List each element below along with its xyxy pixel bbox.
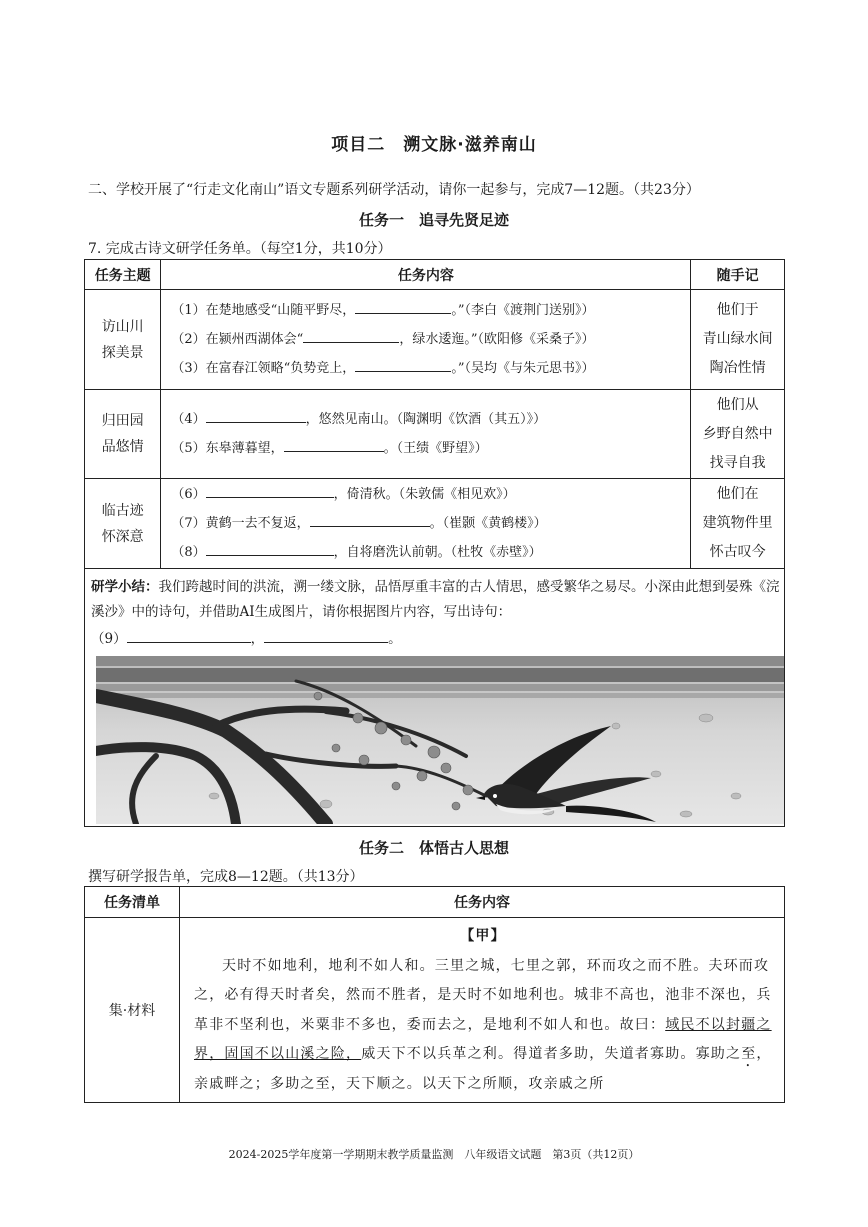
header-task-list: 任务清单 [85, 887, 180, 918]
answer-blank-7[interactable] [310, 511, 430, 527]
fill-item-4: （4） ，悠然见南山。（陶渊明《饮酒（其五）》） [171, 405, 690, 434]
fill-item-6: （6） ，倚清秋。（朱敦儒《相见欢》） [171, 480, 690, 509]
summary-body: 我们跨越时间的洪流，溯一缕文脉，品悟厚重丰富的古人情思，感受繁华之易尽。小深由此想到晏殊《浣溪沙》中的诗句，并借助AI生成图片，请你根据图片内容，写出诗句： [91, 579, 780, 620]
task2-heading: 任务二 体悟古人思想 [358, 839, 509, 857]
theme-line: 访山川 [101, 318, 144, 335]
fill-item-3: （3）在富春江领略“负势竞上， 。”（吴均《与朱元思书》） [171, 354, 690, 383]
note-line: 怀古叹今 [709, 544, 766, 560]
project-title: 项目二 溯文脉·滋养南山 [331, 135, 537, 155]
question-7: 7. 完成古诗文研学任务单。（每空1分，共10分） [88, 241, 392, 257]
row-content [161, 390, 691, 479]
row-theme [85, 290, 161, 390]
row-label: 集·材料 [85, 918, 180, 1103]
note-line: 建筑物件里 [702, 515, 773, 531]
note-line: 他们于 [716, 302, 759, 318]
row-content [161, 290, 691, 390]
fill-item-8: （8） ，自将磨洗认前朝。（杜牧《赤壁》） [171, 538, 690, 567]
answer-blank-6[interactable] [206, 482, 334, 498]
note-line: 乡野自然中 [702, 425, 773, 442]
header-note: 随手记 [691, 260, 785, 290]
fill-item-5: （5）东皋薄暮望， 。（王绩《野望》） [171, 434, 690, 463]
theme-line: 归田园 [101, 413, 144, 429]
row-note [691, 290, 785, 390]
note-line: 找寻自我 [709, 454, 766, 471]
theme-line: 探美景 [101, 344, 144, 361]
note-line: 他们在 [716, 486, 759, 502]
summary-text [91, 575, 784, 625]
answer-blank-8[interactable] [206, 540, 334, 556]
note-line: 青山绿水间 [702, 331, 773, 347]
task1-row [85, 390, 785, 479]
fill-item-7: （7）黄鹤一去不复返， 。（崔颢《黄鹤楼》） [171, 509, 690, 538]
theme-line: 临古迹 [101, 502, 144, 519]
answer-blank-9b[interactable] [264, 627, 388, 643]
passage-text: 天时不如地利，地利不如人和。三里之城，七里之郭，环而攻之而不胜。夫环而攻之，必有得天时者矣，然而不胜者，是天时不如地利也。城非不高也，池非不深也，兵革非不坚利也，米粟非不多也，委而去之，是地利不如人和也。故曰：域民不以封疆之界，固国不以山溪之险，威天下不以兵革之利。得道者多助，失道者寡助。寡助之至，亲戚畔之；多助之至，天下顺之。以天下之所顺，攻亲戚之所 [194, 957, 772, 1092]
task2-row [85, 918, 785, 1103]
passage-title: 【甲】 [460, 928, 506, 944]
fill-item-9: （9） ， 。 [91, 627, 784, 652]
answer-blank-4[interactable] [206, 407, 306, 423]
task2-table [84, 886, 785, 1103]
ai-painting-swallow [96, 656, 784, 824]
dotted-character: 至 [741, 1046, 757, 1062]
section-intro: 二、学校开展了“行走文化南山”语文专题系列研学活动，请你一起参与，完成7—12题。（共23分） [88, 182, 700, 198]
fill-item-2: （2）在颍州西湖体会“ ，绿水逶迤。”（欧阳修《采桑子》） [171, 325, 690, 354]
fill-item-1: （1）在楚地感受“山随平野尽， 。”（李白《渡荆门送别》） [171, 296, 690, 325]
note-line: 陶冶性情 [709, 360, 766, 376]
answer-blank-5[interactable] [284, 436, 384, 452]
task1-table [84, 259, 785, 827]
header-content: 任务内容 [161, 260, 691, 290]
row-theme [85, 390, 161, 479]
row-note [691, 479, 785, 569]
summary-row [85, 569, 785, 827]
summary-cell [85, 569, 785, 827]
passage-cell [180, 918, 785, 1103]
theme-line: 品悠情 [101, 439, 144, 455]
task1-row [85, 290, 785, 390]
task2-header-row [85, 887, 785, 918]
summary-label: 研学小结： [91, 579, 159, 595]
row-content [161, 479, 691, 569]
task1-row [85, 479, 785, 569]
row-note [691, 390, 785, 479]
header-theme: 任务主题 [85, 260, 161, 290]
task1-heading: 任务一 追寻先贤足迹 [358, 211, 509, 229]
underlined-sentence: 域民不以封疆之界，固国不以山溪之险， [194, 1016, 772, 1062]
answer-blank-9a[interactable] [127, 627, 251, 643]
task1-header-row [85, 260, 785, 290]
row-theme [85, 479, 161, 569]
header-task-content: 任务内容 [180, 887, 785, 918]
answer-blank-1[interactable] [355, 298, 451, 314]
theme-line: 怀深意 [101, 528, 144, 545]
answer-blank-3[interactable] [355, 356, 451, 372]
note-line: 他们从 [716, 396, 759, 413]
page-footer: 2024-2025学年度第一学期期末教学质量监测 八年级语文试题 第3页（共12页） [228, 1148, 640, 1161]
task2-question: 撰写研学报告单，完成8—12题。（共13分） [88, 869, 364, 885]
answer-blank-2[interactable] [303, 327, 399, 343]
